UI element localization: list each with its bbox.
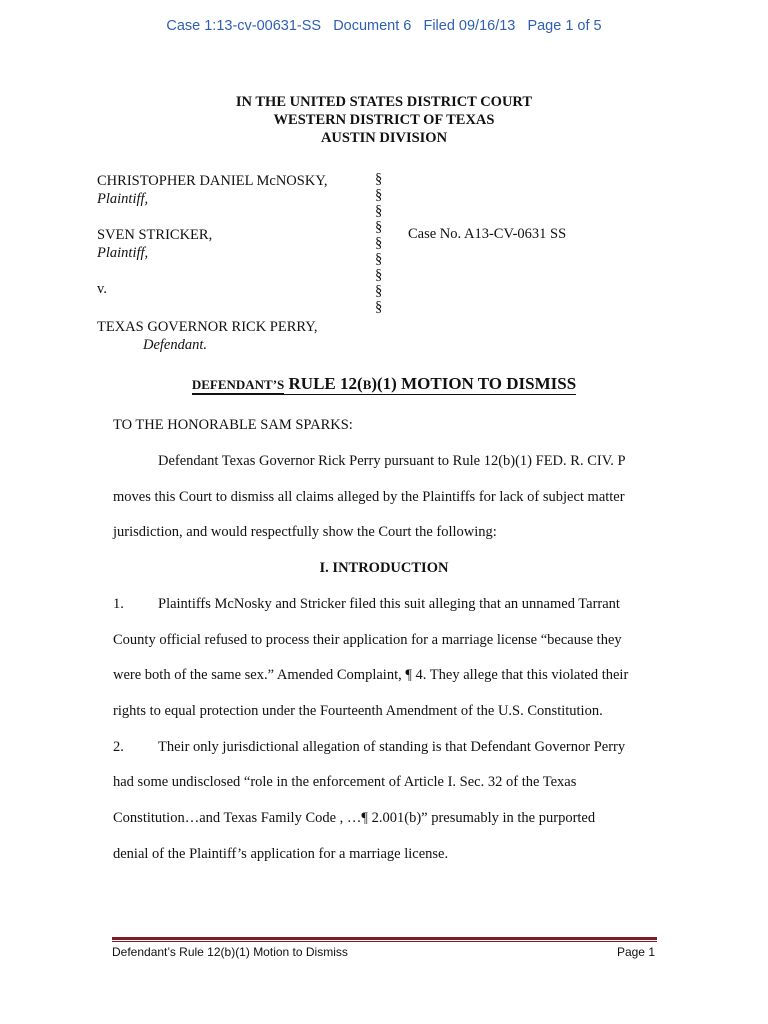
para-1-line-3: were both of the same sex.” Amended Complaint, ¶ 4. They allege that this violated their <box>113 667 629 683</box>
court-heading <box>0 93 768 147</box>
section-mark: § <box>375 267 383 283</box>
section-mark: § <box>375 203 383 219</box>
section-mark: § <box>375 219 383 235</box>
motion-title-rule: RULE 12( <box>284 374 363 393</box>
salutation: TO THE HONORABLE SAM SPARKS: <box>113 417 353 433</box>
para-1-line-2: County official refused to process their application for a marriage license “because they <box>113 632 622 648</box>
para-2-number: 2. <box>113 739 124 755</box>
motion-title <box>0 374 768 394</box>
motion-title-b: B <box>362 377 372 392</box>
plaintiff-1 <box>97 172 328 208</box>
para-2-line-2: had some undisclosed “role in the enforcement of Article I. Sec. 32 of the Texas <box>113 774 577 790</box>
footer-document-title: Defendant’s Rule 12(b)(1) Motion to Dismiss <box>112 945 348 959</box>
intro-line-1: Defendant Texas Governor Rick Perry pursuant to Rule 12(b)(1) FED. R. CIV. P <box>158 453 626 469</box>
footer-rule-thin <box>112 941 657 942</box>
court-district: WESTERN DISTRICT OF TEXAS <box>273 112 495 128</box>
motion-title-defendants: DEFENDANT’S <box>191 377 285 392</box>
motion-title-rest: )(1) MOTION TO DISMISS <box>371 374 577 393</box>
plaintiff-2 <box>97 226 212 262</box>
para-1-number: 1. <box>113 596 124 612</box>
plaintiff-2-name: SVEN STRICKER, <box>97 227 213 243</box>
section-marks-column <box>375 171 382 315</box>
para-2-line-4: denial of the Plaintiff’s application for a marriage license. <box>113 846 449 862</box>
section-heading-introduction: I. INTRODUCTION <box>319 560 449 576</box>
section-mark: § <box>375 299 383 315</box>
section-mark: § <box>375 171 383 187</box>
plaintiff-1-role: Plaintiff, <box>97 191 149 207</box>
plaintiff-1-name: CHRISTOPHER DANIEL McNOSKY, <box>97 173 328 189</box>
intro-line-2: moves this Court to dismiss all claims alleged by the Plaintiffs for lack of subject matter <box>113 489 625 505</box>
para-1-line-4: rights to equal protection under the Fourteenth Amendment of the U.S. Constitution. <box>113 703 603 719</box>
defendant-role: Defendant. <box>143 337 208 353</box>
section-mark: § <box>375 235 383 251</box>
court-name: IN THE UNITED STATES DISTRICT COURT <box>235 94 533 110</box>
section-mark: § <box>375 187 383 203</box>
footer-page-number: Page 1 <box>616 945 655 959</box>
defendant <box>97 318 318 354</box>
ecf-header-stamp: Case 1:13-cv-00631-SS Document 6 Filed 09/16/13 Page 1 of 5 <box>166 18 602 34</box>
intro-line-3: jurisdiction, and would respectfully show the Court the following: <box>113 524 497 540</box>
para-2-line-3: Constitution…and Texas Family Code , …¶ 2.001(b)” presumably in the purported <box>113 810 596 826</box>
defendant-name: TEXAS GOVERNOR RICK PERRY, <box>97 319 318 335</box>
motion-title-underlined <box>192 374 576 395</box>
court-division: AUSTIN DIVISION <box>320 130 448 146</box>
para-2-line-1: Their only jurisdictional allegation of standing is that Defendant Governor Perry <box>158 739 626 755</box>
section-mark: § <box>375 283 383 299</box>
footer-rule-thick <box>112 937 657 940</box>
section-mark: § <box>375 251 383 267</box>
versus: v. <box>97 281 107 297</box>
plaintiff-2-role: Plaintiff, <box>97 245 149 261</box>
case-number: Case No. A13-CV-0631 SS <box>408 226 567 242</box>
para-1-line-1: Plaintiffs McNosky and Stricker filed this suit alleging that an unnamed Tarrant <box>158 596 620 612</box>
